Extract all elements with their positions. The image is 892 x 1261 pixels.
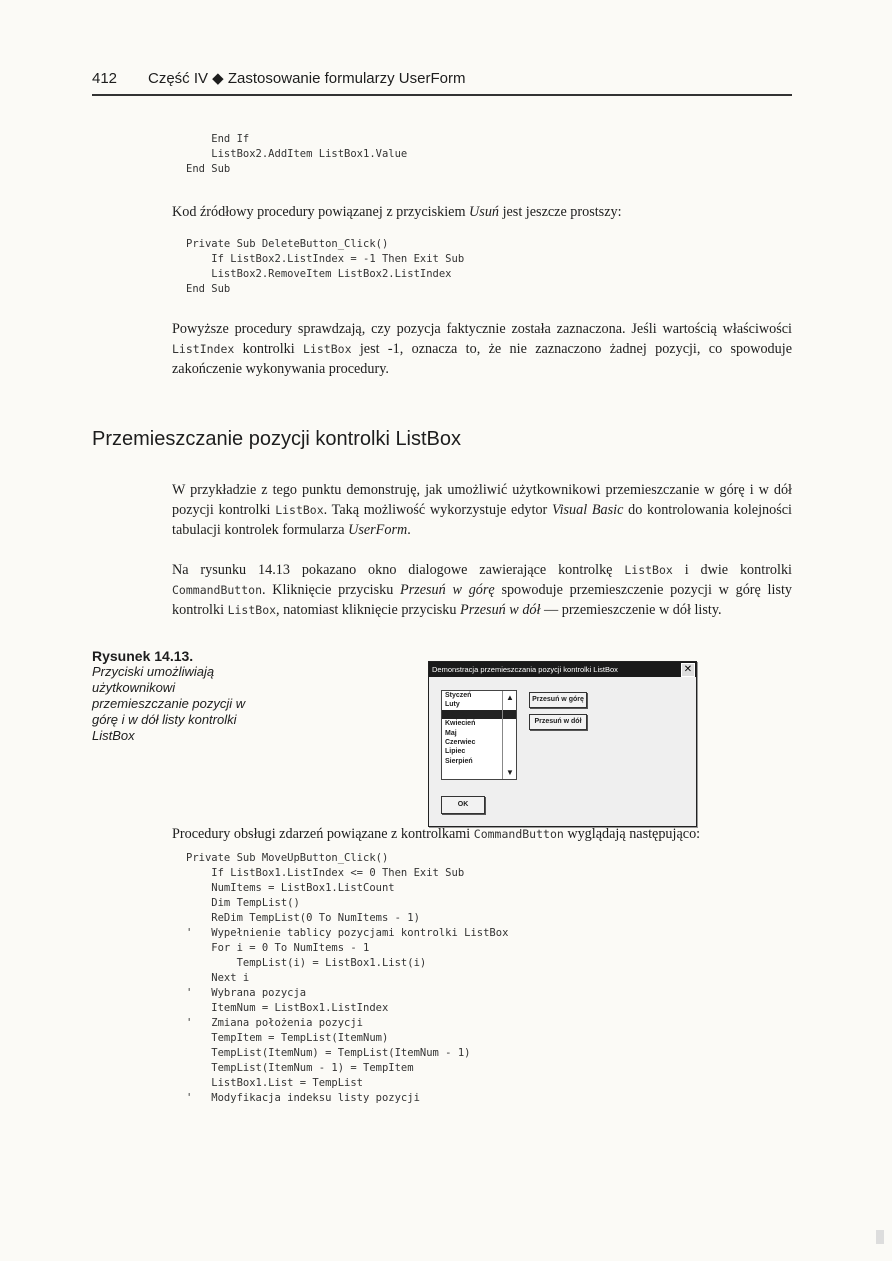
page-number: 412: [92, 70, 118, 87]
listbox-item[interactable]: Luty: [445, 701, 460, 709]
text: jest -1, oznacza to, że nie zaznaczono żadnej pozycji, co spowoduje zakończenie wykonywania procedury.: [172, 341, 792, 377]
emphasis: Przesuń w górę: [400, 582, 495, 598]
dialog-title-bar: [429, 662, 696, 677]
text: i dwie kontrolki: [672, 562, 792, 578]
page-header: [92, 69, 465, 87]
paragraph-2: [172, 319, 792, 379]
inline-code: CommandButton: [473, 827, 564, 841]
text: . Kliknięcie przycisku: [262, 582, 401, 598]
figure-caption: [92, 648, 262, 744]
listbox-item[interactable]: Czerwiec: [445, 738, 476, 746]
dialog-window: [428, 661, 697, 827]
paragraph-4: [172, 560, 792, 620]
move-down-button[interactable]: Przesuń w dół: [529, 714, 587, 730]
scroll-up-icon[interactable]: ▲: [506, 693, 514, 702]
inline-code: ListBox: [624, 563, 673, 577]
paragraph-3: [172, 480, 792, 540]
code-block-1: End If ListBox2.AddItem ListBox1.Value End Sub: [186, 133, 408, 175]
text: W przykładzie z tego punktu demonstruję, jak umożliwić użytkownikowi przemieszczanie w górę i w dół pozycji kontrolki: [172, 482, 792, 518]
text: jest jeszcze prostszy:: [499, 204, 622, 220]
listbox-item[interactable]: Lipiec: [445, 748, 466, 756]
dialog-title: Demonstracja przemieszczania pozycji kontrolki ListBox: [432, 665, 618, 674]
listbox-item[interactable]: Kwiecień: [445, 720, 476, 728]
text: do kontrolowania kolejności tabulacji kontrolek formularza: [172, 502, 792, 538]
scrollbar[interactable]: [502, 691, 517, 779]
inline-code: ListBox: [303, 342, 352, 356]
paragraph-5: [172, 824, 792, 844]
paragraph-1: [172, 202, 792, 222]
text: , natomiast kliknięcie przycisku: [276, 602, 461, 618]
text: Procedury obsługi zdarzeń powiązane z kontrolkami: [172, 826, 474, 842]
text: wyglądają następująco:: [563, 826, 701, 842]
emphasis: UserForm: [348, 522, 408, 538]
section-heading: Przemieszczanie pozycji kontrolki ListBox: [92, 428, 462, 450]
text: spowoduje przemieszczenie pozycji w górę listy kontrolki: [172, 582, 793, 618]
page-edge-mark: [876, 1230, 884, 1244]
inline-code: ListBox: [275, 503, 324, 517]
close-icon[interactable]: ✕: [681, 663, 695, 677]
inline-code: ListBox: [227, 603, 277, 617]
inline-code: ListIndex: [172, 342, 235, 356]
figure-number: Rysunek 14.13.: [92, 648, 194, 664]
text: .: [407, 522, 411, 538]
header-rule: [92, 94, 792, 96]
listbox-item[interactable]: Marzec: [442, 710, 516, 719]
figure-caption-text: Przyciski umożliwiają użytkownikowi przemieszczanie pozycji w górę i w dół listy kontrolki ListBox: [92, 664, 246, 743]
text: kontrolki: [234, 341, 304, 357]
move-up-button[interactable]: Przesuń w górę: [529, 692, 587, 708]
text: Na rysunku 14.13 pokazano okno dialogowe zawierające kontrolkę: [172, 562, 625, 578]
text: Powyższe procedury sprawdzają, czy pozycja faktycznie została zaznaczona. Jeśli wartością właściwości: [172, 321, 792, 337]
running-title: Część IV ◆ Zastosowanie formularzy UserForm: [148, 70, 466, 87]
emphasis: Usuń: [469, 204, 500, 220]
text: . Taką możliwość wykorzystuje edytor: [323, 502, 552, 518]
emphasis: Przesuń w dół: [460, 602, 541, 618]
listbox-item[interactable]: Sierpień: [445, 757, 473, 765]
ok-button[interactable]: OK: [441, 796, 485, 814]
emphasis: Visual Basic: [551, 502, 624, 518]
text: Kod źródłowy procedury powiązanej z przyciskiem: [172, 204, 470, 220]
listbox-item[interactable]: Styczeń: [445, 692, 472, 699]
text: — przemieszczenie w dół listy.: [540, 602, 722, 618]
inline-code: CommandButton: [172, 583, 263, 597]
listbox[interactable]: [441, 690, 517, 780]
scroll-down-icon[interactable]: ▼: [506, 768, 514, 777]
code-block-3: Private Sub MoveUpButton_Click() If ListBox1.ListIndex <= 0 Then Exit Sub NumItems = ListBox1.ListCount Dim TempList() ReDim TempList(0 To NumItems - 1) ' Wypełnienie tablicy pozycjami kontrolki ListBox For i = 0 To NumItems - 1 TempList(i) = ListBox1.List(i) Next i ' Wybrana pozycja ItemNum = ListBox1.ListIndex ' Zmiana położenia pozycji TempItem = TempList(ItemNum) TempList(ItemNum) = TempList(ItemNum - 1) TempList(ItemNum - 1) = TempItem ListBox1.List = TempList ' Modyfikacja indeksu listy pozycji: [186, 852, 509, 1104]
code-block-2: Private Sub DeleteButton_Click() If ListBox2.ListIndex = -1 Then Exit Sub ListBox2.RemoveItem ListBox2.ListIndex End Sub: [186, 238, 465, 295]
listbox-item[interactable]: Maj: [445, 729, 457, 737]
